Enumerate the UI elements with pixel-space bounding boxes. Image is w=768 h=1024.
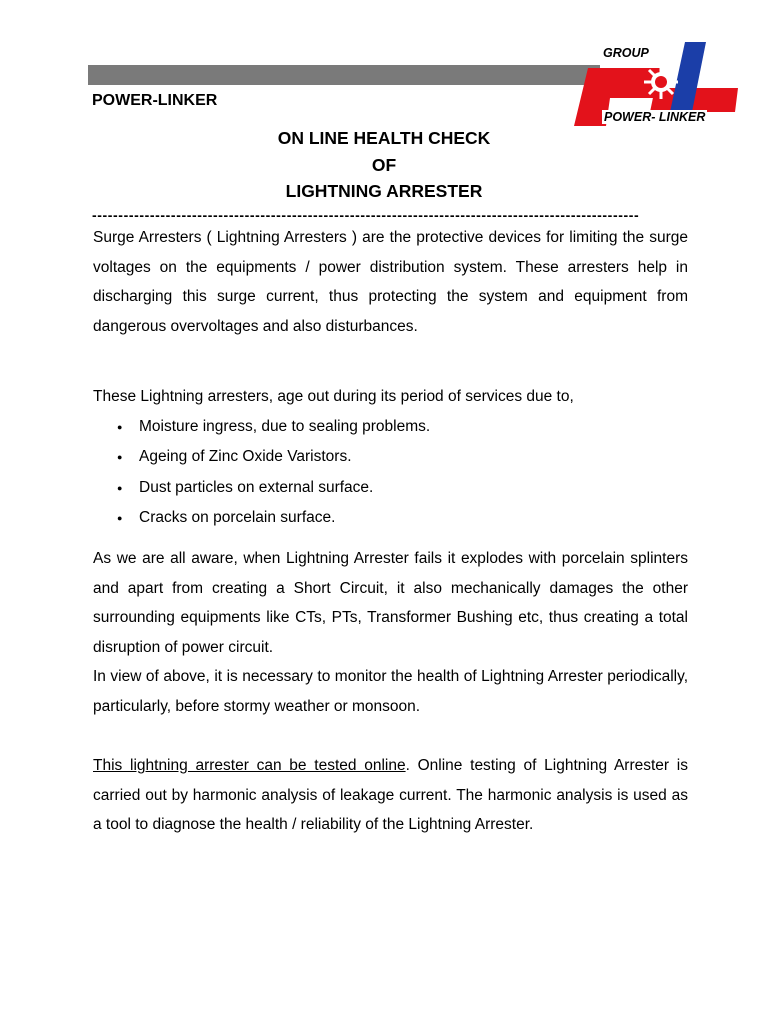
title-line-2: OF — [371, 155, 397, 175]
online-block — [93, 751, 688, 840]
online-underlined-text: This lightning arrester can be tested online — [93, 757, 406, 774]
dashed-separator: -------------------------------------------------------------------------------------------------------- — [92, 209, 640, 221]
failure-paragraph: As we are all aware, when Lightning Arrester fails it explodes with porcelain splinters and apart from creating a Short Circuit, it also mechanically damages the other surrounding equipments like CTs, PTs, Transformer Bushing etc, thus creating a total disruption of power circuit. — [93, 550, 688, 656]
title-line-1: ON LINE HEALTH CHECK — [277, 128, 491, 148]
list-item: ● Dust particles on external surface. — [93, 473, 688, 504]
online-rest-text: . Online testing of Lightning Arrester is carried out by harmonic analysis of leakage current. The harmonic analysis is used as a tool to diagnose the health / reliability of the Lightning Arrester. — [93, 757, 688, 833]
logo-group-text: GROUP — [603, 46, 649, 60]
list-item: ● Ageing of Zinc Oxide Varistors. — [93, 442, 688, 473]
company-name: POWER-LINKER — [92, 92, 218, 109]
monitor-paragraph: In view of above, it is necessary to monitor the health of Lightning Arrester periodically, particularly, before stormy weather or monsoon. — [93, 668, 688, 715]
logo-brand-text: POWER- LINKER — [604, 110, 706, 124]
failure-block — [93, 544, 688, 721]
list-item: ● Cracks on porcelain surface. — [93, 503, 688, 534]
title-line-3: LIGHTNING ARRESTER — [285, 181, 483, 201]
intro-paragraph: Surge Arresters ( Lightning Arresters ) are the protective devices for limiting the surge voltages on the equipments / power distribution system. These arresters help in discharging this surge current, thus protecting the system and equipment from dangerous overvoltages and also disturbances. — [93, 229, 688, 335]
causes-list — [93, 412, 688, 534]
intro-block — [93, 223, 688, 341]
causes-intro: These Lightning arresters, age out during its period of services due to, — [93, 388, 574, 405]
header-bar — [88, 65, 600, 85]
list-item: ● Moisture ingress, due to sealing problems. — [93, 412, 688, 443]
causes-block — [93, 382, 688, 534]
power-linker-logo — [560, 40, 740, 130]
online-paragraph — [93, 751, 688, 840]
